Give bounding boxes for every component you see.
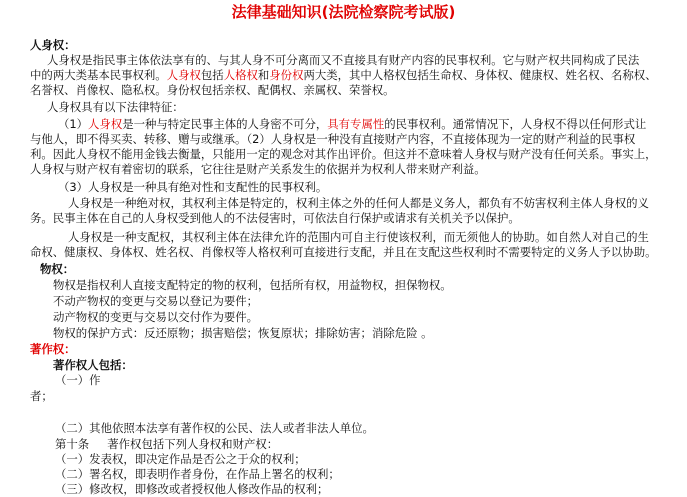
paragraph-line bbox=[30, 68, 657, 83]
paragraph-line bbox=[58, 117, 646, 132]
paragraph-line: 与他人，即不得买卖、转移、赠与或继承。（2）人身权是一种没有直接财产内容，不直接体现为一定的财产利益的民事权 bbox=[30, 132, 636, 146]
highlight-shenfenquan: 身份权 bbox=[269, 68, 304, 82]
text-span: 是一种与特定民事主体的人身密不可分， bbox=[122, 117, 328, 131]
section-heading-renshenquan: 人身权： bbox=[30, 38, 76, 52]
text-span: 和 bbox=[257, 68, 270, 82]
paragraph-line: （一）作 bbox=[55, 373, 101, 387]
paragraph-line: 第十条 著作权包括下列人身权和财产权： bbox=[55, 437, 279, 451]
paragraph-line: 人身权是一种支配权，其权利主体在法律允许的范围内可自主行使该权利，而无须他人的协助。如自然人对自己的生 bbox=[68, 230, 649, 244]
paragraph-line: 名誉权、肖像权、隐私权。身份权包括亲权、配偶权、亲属权、荣誉权。 bbox=[30, 83, 395, 97]
paragraph-line: 命权、健康权、身体权、姓名权、肖像权等人格权利可直接进行支配，并且在支配这些权利时不需要特定的义务人予以协助。 bbox=[30, 245, 657, 259]
paragraph-line: （三）修改权，即修改或者授权他人修改作品的权利； bbox=[55, 482, 329, 496]
highlight-zhuanshuxing: 具有专属性 bbox=[327, 117, 385, 131]
paragraph-line: 务。民事主体在自己的人身权受到他人的不法侵害时，可依法自行保护或请求有关机关予以保护。 bbox=[30, 211, 520, 225]
paragraph-line: 利。因此人身权不能用金钱去衡量，只能用一定的观念对其作出评价。但这并不意味着人身权与财产没有任何关系。事实上， bbox=[30, 147, 657, 161]
text-span: （1） bbox=[58, 117, 89, 131]
paragraph-line: 物权的保护方式：反还原物；损害赔偿；恢复原状；排除妨害；消除危险 。 bbox=[53, 326, 433, 340]
highlight-renshenquan: 人身权 bbox=[166, 68, 201, 82]
text-span: 两大类，其中人格权包括生命权、身体权、健康权、姓名权、名称权、 bbox=[303, 68, 657, 82]
paragraph-line: （一）发表权，即决定作品是否公之于众的权利； bbox=[55, 452, 306, 466]
text-span: 的民事权利。通常情况下，人身权不得以任何形式让 bbox=[384, 117, 647, 131]
paragraph-line: 物权是指权利人直接支配特定的物的权利，包括所有权，用益物权，担保物权。 bbox=[53, 278, 452, 292]
paragraph-line: 不动产物权的变更与交易以登记为要件； bbox=[53, 294, 259, 308]
document-title: 法律基础知识(法院检察院考试版) bbox=[231, 3, 456, 21]
paragraph-line: （二）其他依照本法享有著作权的公民、法人或者非法人单位。 bbox=[55, 421, 374, 435]
subheading-zhuzuoquanren: 著作权人包括： bbox=[53, 358, 133, 372]
paragraph-line: 人身权是一种绝对权，其权利主体是特定的，权利主体之外的任何人都是义务人，都负有不妨害权利主体人身权的义 bbox=[68, 196, 649, 210]
paragraph-line: 人身权是指民事主体依法享有的、与其人身不可分离而又不直接具有财产内容的民事权利。它与财产权共同构成了民法 bbox=[47, 53, 640, 67]
paragraph-line: （3）人身权是一种具有绝对性和支配性的民事权利。 bbox=[58, 180, 328, 194]
paragraph-line: （二）署名权，即表明作者身份，在作品上署名的权利； bbox=[55, 467, 340, 481]
highlight-renshenquan: 人身权 bbox=[88, 117, 123, 131]
text-span: 包括 bbox=[200, 68, 224, 82]
section-heading-zhuzuoquan: 著作权： bbox=[30, 342, 76, 356]
paragraph-line: 动产物权的变更与交易以交付作为要件。 bbox=[53, 310, 259, 324]
paragraph-line: 者； bbox=[30, 389, 53, 403]
paragraph-line: 人身权与财产权有着密切的联系，它往往是财产关系发生的依据并为权利人带来财产利益。 bbox=[30, 162, 486, 176]
features-intro: 人身权具有以下法律特征： bbox=[47, 100, 184, 114]
text-span: 中的两大类基本民事权利。 bbox=[30, 68, 167, 82]
highlight-rengequan: 人格权 bbox=[223, 68, 258, 82]
section-heading-wuquan: 物权： bbox=[40, 262, 75, 276]
